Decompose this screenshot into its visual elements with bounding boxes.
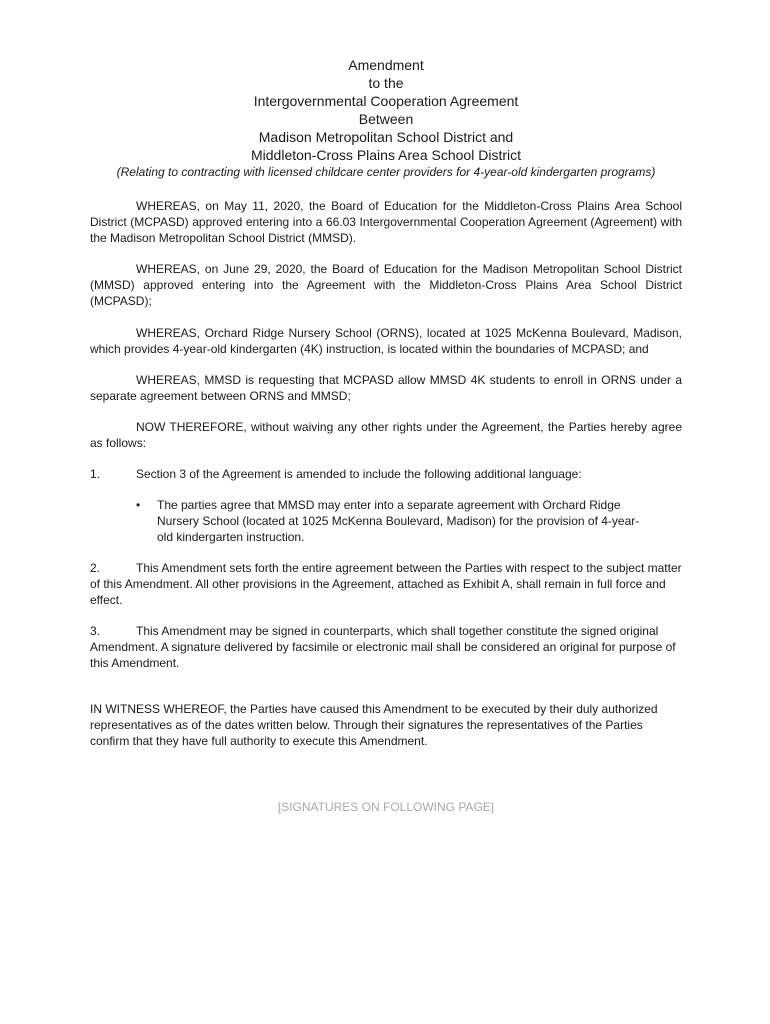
section-number: 1. <box>90 467 101 481</box>
section-3 <box>90 623 682 671</box>
document-page <box>90 56 682 815</box>
section-number: 2. <box>90 561 101 575</box>
recital-paragraph: WHEREAS, MMSD is requesting that MCPASD allow MMSD 4K students to enroll in ORNS under a separate agreement between ORNS and MMSD; <box>90 373 682 403</box>
title-line: Amendment <box>348 57 424 73</box>
recital-paragraph: WHEREAS, on May 11, 2020, the Board of Education for the Middleton-Cross Plains Area School District (MCPASD) approved entering into a 66.03 Intergovernmental Cooperation Agreement (Agreement) with the Madison Metropolitan School District (MMSD). <box>90 199 682 245</box>
section-text: This Amendment sets forth the entire agreement between the Parties with respect to the subject matter of this Amendment. All other provisions in the Agreement, attached as Exhibit A, shall remain in full force and effect. <box>90 561 682 607</box>
section-text: Section 3 of the Agreement is amended to include the following additional language: <box>136 467 582 481</box>
bullet-icon: • <box>136 498 141 512</box>
now-therefore-paragraph: NOW THEREFORE, without waiving any other rights under the Agreement, the Parties hereby agree as follows: <box>90 420 682 450</box>
bullet-text: The parties agree that MMSD may enter into a separate agreement with Orchard Ridge Nursery School (located at 1025 McKenna Boulevard, Madison) for the provision of 4-year-old kindergarten instruction. <box>157 498 640 544</box>
signature-note: [SIGNATURES ON FOLLOWING PAGE] <box>277 800 495 814</box>
title-line: to the <box>368 75 404 91</box>
section-text: This Amendment may be signed in counterparts, which shall together constitute the signed original Amendment. A signature delivered by facsimile or electronic mail shall be considered an original for purpose of this Amendment. <box>90 624 676 670</box>
document-title <box>90 56 682 164</box>
title-line: Middleton-Cross Plains Area School District <box>251 147 521 163</box>
section-1 <box>90 466 682 482</box>
title-line: Intergovernmental Cooperation Agreement <box>253 93 519 109</box>
witness-paragraph: IN WITNESS WHEREOF, the Parties have caused this Amendment to be executed by their duly authorized representatives as of the dates written below. Through their signatures the representatives of the Parties confirm that they have full authority to execute this Amendment. <box>90 702 658 748</box>
title-line: Madison Metropolitan School District and <box>258 129 514 145</box>
recital-paragraph: WHEREAS, on June 29, 2020, the Board of Education for the Madison Metropolitan School District (MMSD) approved entering into the Agreement with the Middleton-Cross Plains Area School District (MCPASD); <box>90 262 682 308</box>
section-2 <box>90 560 682 608</box>
bullet-item <box>136 497 645 545</box>
document-subtitle: (Relating to contracting with licensed childcare center providers for 4-year-old kindergarten programs) <box>116 165 656 179</box>
title-line: Between <box>358 111 414 127</box>
section-number: 3. <box>90 624 101 638</box>
recital-paragraph: WHEREAS, Orchard Ridge Nursery School (ORNS), located at 1025 McKenna Boulevard, Madison, which provides 4-year-old kindergarten (4K) instruction, is located within the boundaries of MCPASD; and <box>90 326 682 356</box>
